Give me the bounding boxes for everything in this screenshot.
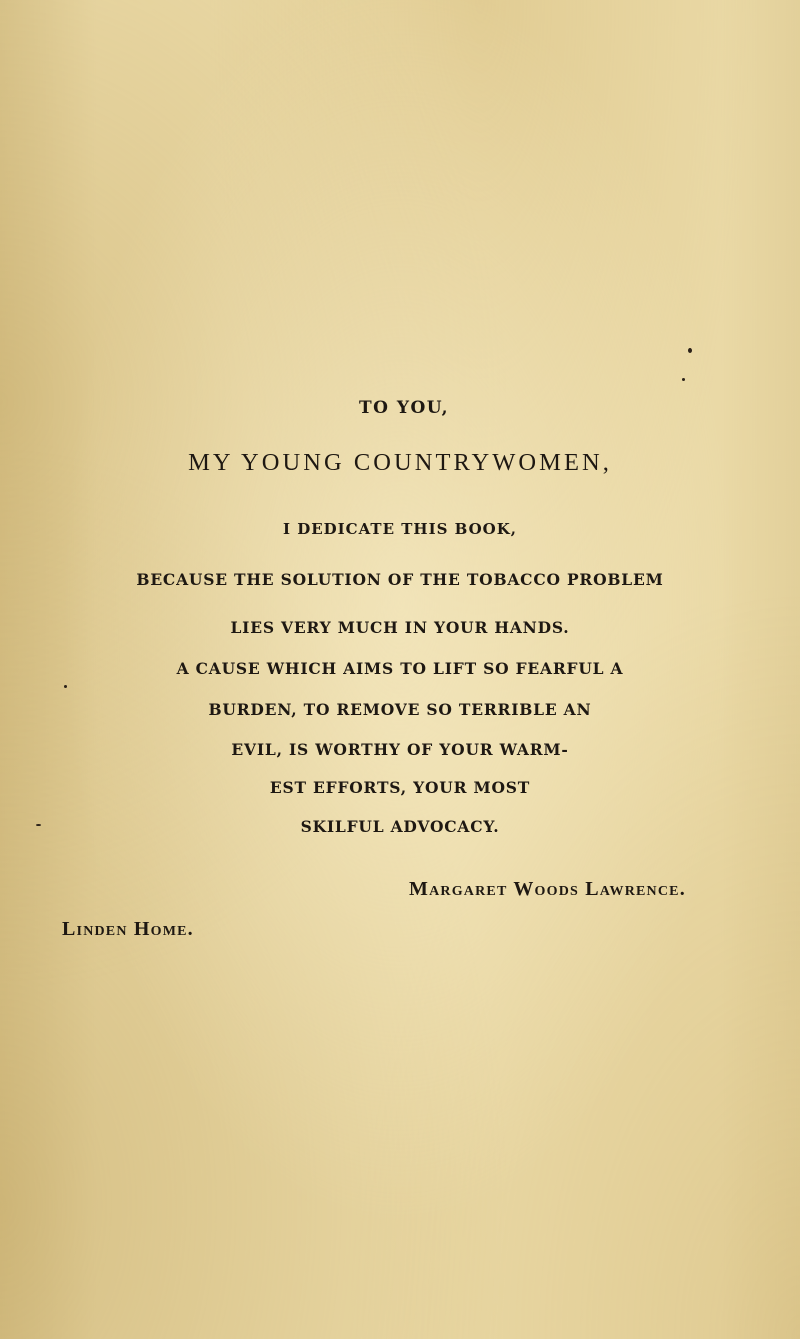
dedication-line: BECAUSE THE SOLUTION OF THE TOBACCO PROBLEM	[136, 570, 664, 589]
dedication-line: LIES VERY MUCH IN YOUR HANDS.	[230, 618, 570, 637]
ink-speck	[36, 824, 41, 826]
ink-speck	[688, 348, 692, 353]
ink-speck	[682, 378, 685, 381]
dedication-statement: I DEDICATE THIS BOOK,	[282, 520, 518, 538]
dedication-line: A CAUSE WHICH AIMS TO LIFT SO FEARFUL A	[176, 659, 624, 678]
dedication-line: BURDEN, TO REMOVE SO TERRIBLE AN	[208, 700, 592, 719]
author-signature: Margaret Woods Lawrence.	[409, 878, 686, 900]
dedication-line: EVIL, IS WORTHY OF YOUR WARM-	[231, 740, 569, 759]
dedication-addressee: MY YOUNG COUNTRYWOMEN,	[188, 450, 612, 476]
dedication-line: SKILFUL ADVOCACY.	[300, 817, 500, 836]
dedication-salutation: TO YOU,	[358, 398, 449, 418]
dedication-line: EST EFFORTS, YOUR MOST	[269, 778, 531, 797]
ink-speck	[64, 685, 67, 688]
place-name: Linden Home.	[62, 918, 194, 940]
